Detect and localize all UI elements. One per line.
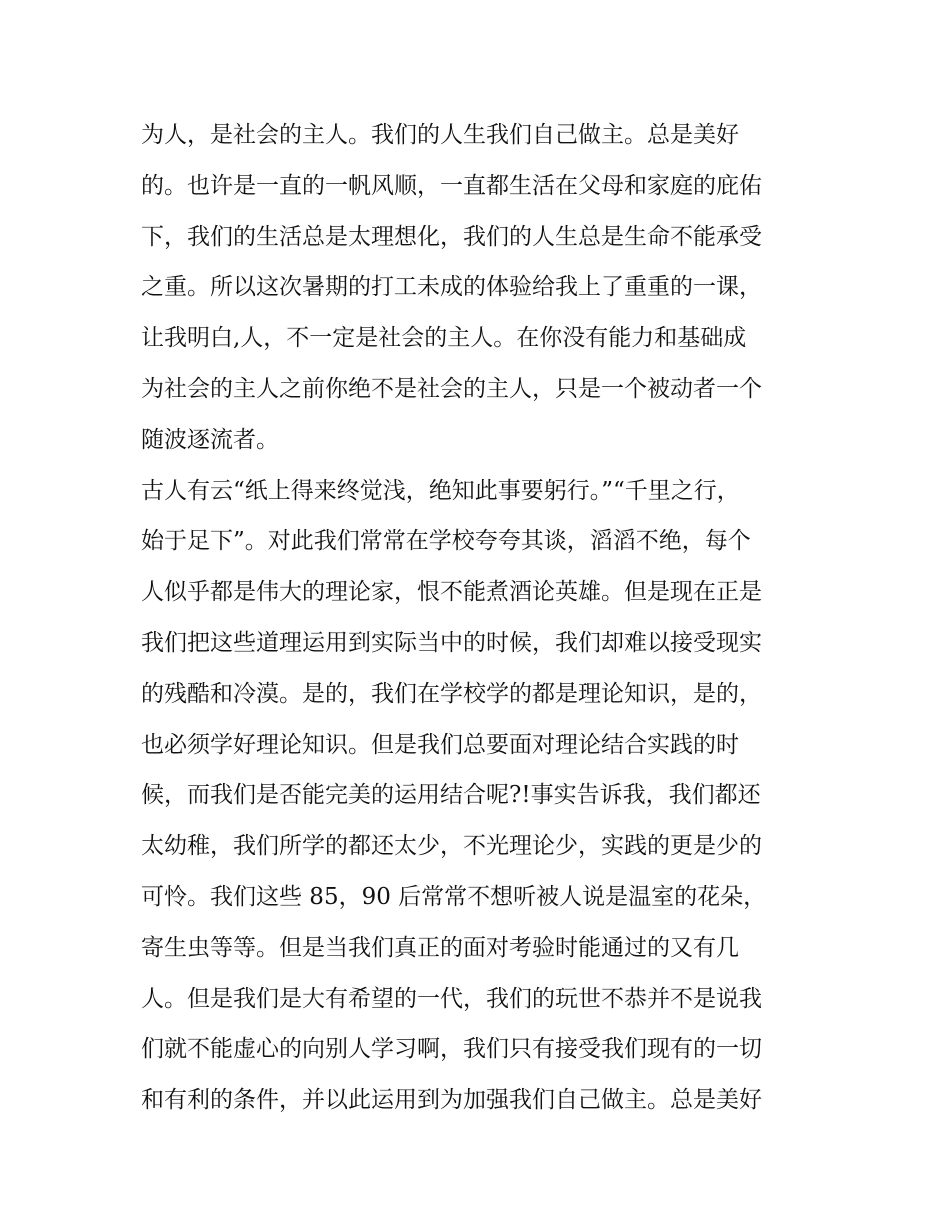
text-line: 让我明白,人，不一定是社会的主人。在你没有能力和基础成: [141, 325, 747, 352]
text-line: 随波逐流者。: [141, 426, 279, 453]
text-line: 的。也许是一直的一帆风顺，一直都生活在父母和家庭的庇佑: [141, 172, 762, 199]
text-line: 可怜。我们这些 85，90 后常常不想听被人说是温室的花朵，: [141, 883, 767, 910]
text-line: 人。但是我们是大有希望的一代，我们的玩世不恭并不是说我: [141, 985, 762, 1012]
text-line: 为人，是社会的主人。我们的人生我们自己做主。总是美好: [141, 122, 739, 148]
document-body: [141, 110, 821, 1126]
text-line: 始于足下”。对此我们常常在学校夸夸其谈，滔滔不绝，每个: [141, 528, 751, 555]
text-line: 下，我们的生活总是太理想化，我们的人生总是生命不能承受: [141, 223, 762, 250]
text-line: 和有利的条件，并以此运用到为加强我们自己做主。总是美好: [141, 1087, 762, 1114]
text-line: 我们把这些道理运用到实际当中的时候，我们却难以接受现实: [141, 629, 762, 656]
text-line: 们就不能虚心的向别人学习啊，我们只有接受我们现有的一切: [141, 1036, 762, 1063]
text-line: 也必须学好理论知识。但是我们总要面对理论结合实践的时: [141, 731, 739, 758]
text-line: 为社会的主人之前你绝不是社会的主人，只是一个被动者一个: [141, 375, 762, 402]
text-line: 之重。所以这次暑期的打工未成的体验给我上了重重的一课，: [141, 274, 762, 301]
text-line: 人似乎都是伟大的理论家，恨不能煮酒论英雄。但是现在正是: [141, 579, 762, 606]
text-line: 太幼稚，我们所学的都还太少，不光理论少，实践的更是少的: [141, 833, 762, 860]
text-line: 寄生虫等等。但是当我们真正的面对考验时能通过的又有几: [141, 934, 739, 961]
text-line: 候，而我们是否能完美的运用结合呢?!事实告诉我，我们都还: [141, 782, 761, 809]
text-line: 古人有云“纸上得来终觉浅，绝知此事要躬行。”“千里之行，: [141, 477, 740, 504]
text-line: 的残酷和冷漠。是的，我们在学校学的都是理论知识，是的，: [141, 680, 762, 707]
